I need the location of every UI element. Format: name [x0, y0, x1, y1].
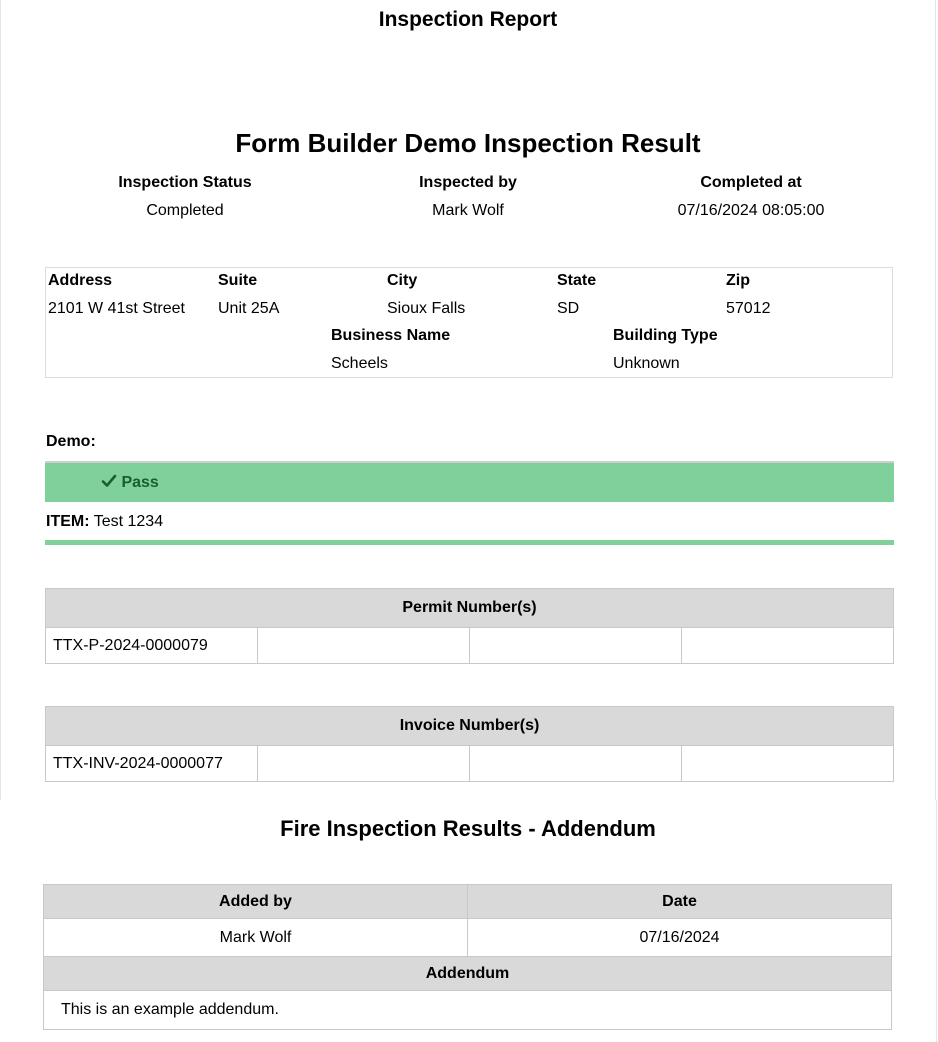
permit-number-cell — [258, 628, 470, 664]
page-edge — [936, 800, 937, 1042]
building-type-label: Building Type — [613, 327, 718, 344]
suite-value: Unit 25A — [218, 300, 280, 317]
permit-number-cell — [682, 628, 894, 664]
result-title: Form Builder Demo Inspection Result — [235, 128, 701, 158]
inspected-by — [348, 174, 588, 220]
pass-result-text: Pass — [121, 474, 159, 491]
location-box — [45, 267, 893, 378]
item-line — [46, 513, 163, 531]
address-label: Address — [48, 272, 113, 289]
city-field — [387, 272, 465, 318]
invoice-number-cell: TTX-INV-2024-0000077 — [46, 746, 258, 782]
completed-at-label: Completed at — [700, 174, 802, 191]
invoice-number-cell — [470, 746, 682, 782]
permit-number-cell — [470, 628, 682, 664]
city-value: Sioux Falls — [387, 300, 466, 317]
report-title: Inspection Report — [378, 8, 558, 31]
completed-at-value: 07/16/2024 08:05:00 — [677, 202, 825, 219]
addendum-table — [43, 884, 892, 1030]
business-name-value: Scheels — [331, 355, 388, 372]
inspected-by-value: Mark Wolf — [432, 202, 504, 219]
state-label: State — [557, 272, 597, 289]
item-value: Test 1234 — [93, 513, 164, 530]
business-name-label: Business Name — [331, 327, 451, 344]
building-type-value: Unknown — [613, 355, 680, 372]
completed-at — [631, 174, 871, 220]
building-type-field — [613, 327, 718, 373]
invoice-number-cell — [682, 746, 894, 782]
invoice-number-cell — [258, 746, 470, 782]
suite-label: Suite — [218, 272, 258, 289]
inspection-status-value: Completed — [146, 202, 224, 219]
inspection-status — [65, 174, 305, 220]
address-field — [48, 272, 185, 318]
state-value: SD — [557, 300, 580, 317]
address-value: 2101 W 41st Street — [48, 300, 185, 317]
pass-result-bar — [45, 463, 894, 502]
permit-number-cell: TTX-P-2024-0000079 — [46, 628, 258, 664]
added-by-header: Added by — [44, 885, 468, 919]
date-value: 07/16/2024 — [468, 919, 892, 957]
checkmark-icon — [101, 473, 117, 489]
inspection-status-label: Inspection Status — [118, 174, 252, 191]
permit-numbers-table — [45, 588, 894, 664]
permit-numbers-header: Permit Number(s) — [46, 589, 894, 628]
suite-field — [218, 272, 279, 318]
added-by-value: Mark Wolf — [44, 919, 468, 957]
invoice-numbers-table — [45, 706, 894, 782]
invoice-numbers-header: Invoice Number(s) — [46, 707, 894, 746]
item-label: ITEM: — [46, 513, 90, 530]
zip-label: Zip — [726, 272, 750, 289]
zip-field — [726, 272, 771, 318]
city-label: City — [387, 272, 418, 289]
date-header: Date — [468, 885, 892, 919]
zip-value: 57012 — [726, 300, 771, 317]
demo-section-label: Demo: — [46, 433, 96, 450]
addendum-title: Fire Inspection Results - Addendum — [280, 816, 656, 841]
addendum-header: Addendum — [44, 957, 892, 991]
state-field — [557, 272, 596, 318]
addendum-text: This is an example addendum. — [44, 991, 892, 1030]
pass-divider — [45, 540, 894, 545]
business-name-field — [331, 327, 450, 373]
inspected-by-label: Inspected by — [419, 174, 517, 191]
pass-result — [101, 473, 159, 492]
